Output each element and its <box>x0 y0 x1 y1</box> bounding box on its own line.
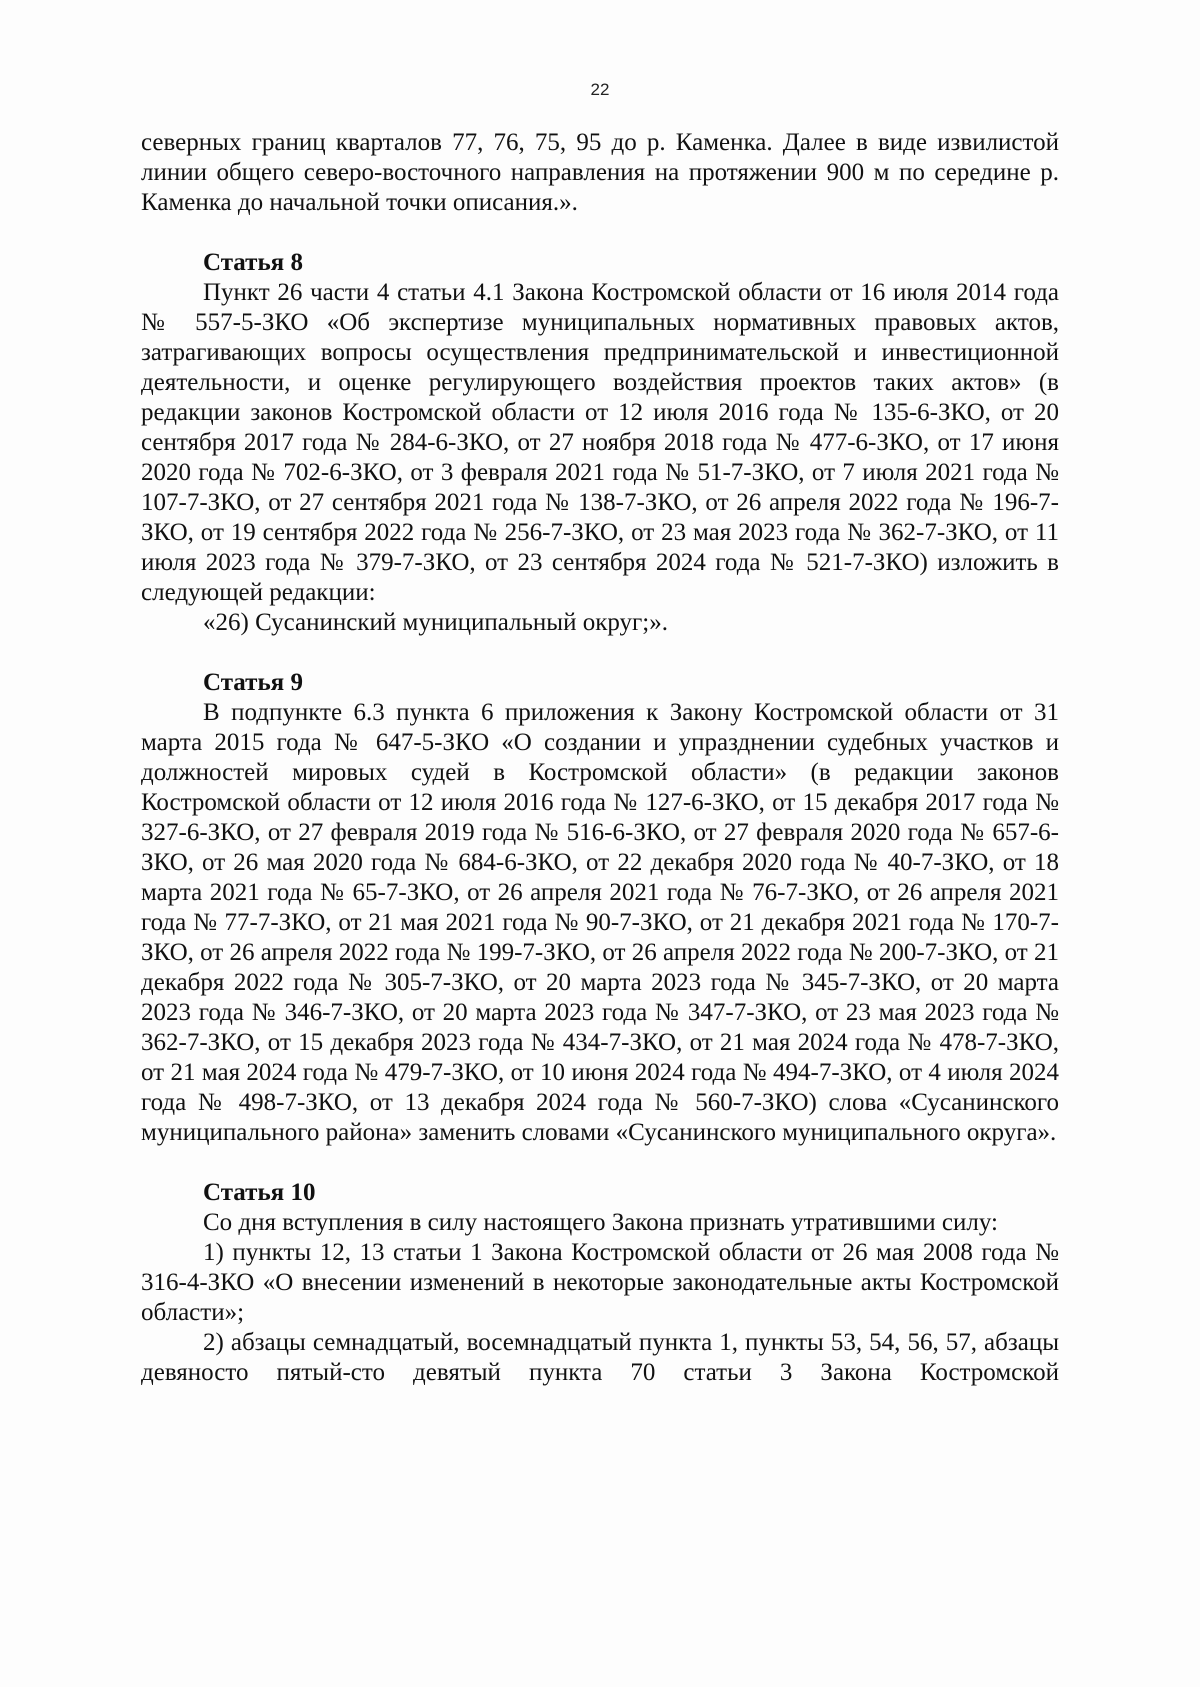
article-8-title: Статья 8 <box>203 249 303 276</box>
article-10-item-1: 1) пункты 12, 13 статьи 1 Закона Костромской области от 26 мая 2008 года № 316-4-ЗКО «О внесении изменений в некоторые законодательные акты Костромской области»; <box>141 1239 1059 1326</box>
article-10-intro: Со дня вступления в силу настоящего Закона признать утратившими силу: <box>203 1209 998 1236</box>
article-10-title: Статья 10 <box>203 1179 316 1206</box>
article-8-paragraph: Пункт 26 части 4 статьи 4.1 Закона Костромской области от 16 июля 2014 года № 557-5-ЗКО «Об экспертизе муниципальных нормативных правовых актов, затрагивающих вопросы осуществления предпринимательской и инвестиционной деятельности, и оценке регулирующего воздействия проектов таких актов» (в редакции законов Костромской области от 12 июля 2016 года № 135-6-ЗКО, от 20 сентября 2017 года № 284-6-ЗКО, от 27 ноября 2018 года № 477-6-ЗКО, от 17 июня 2020 года № 702-6-ЗКО, от 3 февраля 2021 года № 51-7-ЗКО, от 7 июля 2021 года № 107-7-ЗКО, от 27 сентября 2021 года № 138-7-ЗКО, от 26 апреля 2022 года № 196-7-ЗКО, от 19 сентября 2022 года № 256-7-ЗКО, от 23 мая 2023 года № 362-7-ЗКО, от 11 июля 2023 года № 379-7-ЗКО, от 23 сентября 2024 года № 521-7-ЗКО) изложить в следующей редакции: <box>141 279 1059 606</box>
spacer <box>141 638 1059 668</box>
spacer <box>141 218 1059 248</box>
article-10-item-2: 2) абзацы семнадцатый, восемнадцатый пункта 1, пункты 53, 54, 56, 57, абзацы девяносто пятый-сто девятый пункта 70 статьи 3 Закона Костромской <box>141 1329 1059 1386</box>
spacer <box>141 1148 1059 1178</box>
article-9-paragraph: В подпункте 6.3 пункта 6 приложения к Закону Костромской области от 31 марта 2015 года № 647-5-ЗКО «О создании и упразднении судебных участков и должностей мировых судей в Костромской области» (в редакции законов Костромской области от 12 июля 2016 года № 127-6-ЗКО, от 15 декабря 2017 года № 327-6-ЗКО, от 27 февраля 2019 года № 516-6-ЗКО, от 27 февраля 2020 года № 657-6-ЗКО, от 26 мая 2020 года № 684-6-ЗКО, от 22 декабря 2020 года № 40-7-ЗКО, от 18 марта 2021 года № 65-7-ЗКО, от 26 апреля 2021 года № 76-7-ЗКО, от 26 апреля 2021 года № 77-7-ЗКО, от 21 мая 2021 года № 90-7-ЗКО, от 21 декабря 2021 года № 170-7-ЗКО, от 26 апреля 2022 года № 199-7-ЗКО, от 26 апреля 2022 года № 200-7-ЗКО, от 21 декабря 2022 года № 305-7-ЗКО, от 20 марта 2023 года № 345-7-ЗКО, от 20 марта 2023 года № 346-7-ЗКО, от 20 марта 2023 года № 347-7-ЗКО, от 23 мая 2023 года № 362-7-ЗКО, от 15 декабря 2023 года № 434-7-ЗКО, от 21 мая 2024 года № 478-7-ЗКО, от 21 мая 2024 года № 479-7-ЗКО, от 10 июня 2024 года № 494-7-ЗКО, от 4 июля 2024 года № 498-7-ЗКО, от 13 декабря 2024 года № 560-7-ЗКО) слова «Сусанинского муниципального района» заменить словами «Сусанинского муниципального округа». <box>141 699 1059 1146</box>
intro-paragraph: северных границ кварталов 77, 76, 75, 95 до р. Каменка. Далее в виде извилистой линии общего северо-восточного направления на протяжении 900 м по середине р. Каменка до начальной точки описания.». <box>141 129 1059 216</box>
document-body <box>141 128 1059 1388</box>
article-8-new-wording: «26) Сусанинский муниципальный округ;». <box>203 609 668 636</box>
page-number: 22 <box>590 80 610 99</box>
article-9-title: Статья 9 <box>203 669 303 696</box>
